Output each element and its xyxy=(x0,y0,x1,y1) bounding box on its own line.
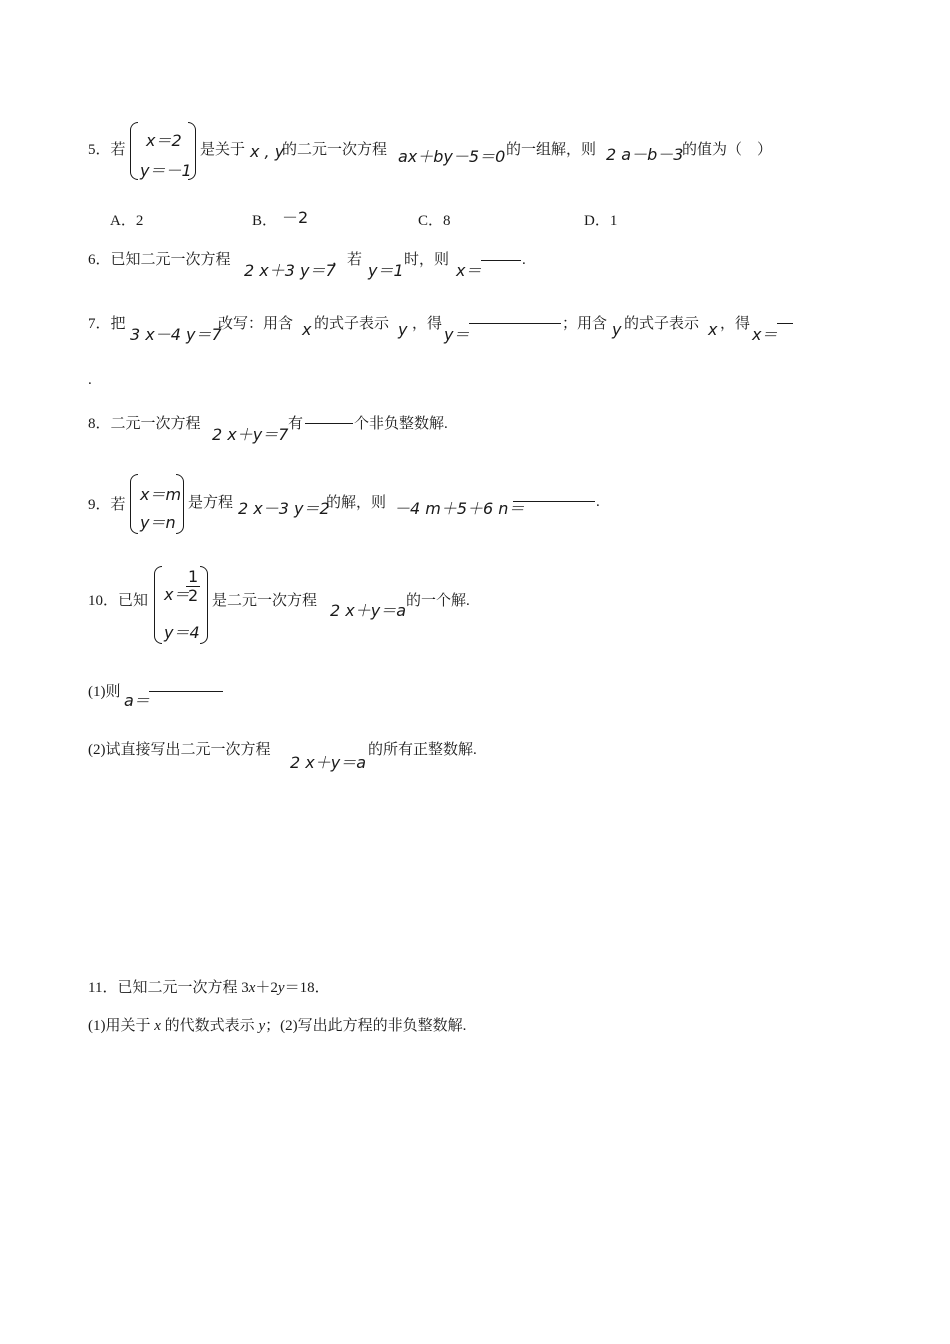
q5-text-2: 的二元一次方程 xyxy=(282,142,388,158)
q10-number: 10．已知 xyxy=(88,593,149,609)
q9-sys-x: x＝m xyxy=(140,485,182,504)
q9-left-brace xyxy=(130,474,138,534)
q7-var-x2: x xyxy=(708,320,718,339)
q7-text-3: ，得 xyxy=(412,316,443,332)
q6-period: . xyxy=(522,252,526,268)
q7-var-y2: y xyxy=(612,320,622,339)
q7-var-x: x xyxy=(302,320,312,339)
q5-text-3: 的一组解，则 xyxy=(506,142,597,158)
q10-right-brace xyxy=(200,566,208,644)
q11-line2-y: y xyxy=(258,1018,266,1034)
q9-equation: 2 x－3 y＝2 xyxy=(238,499,330,518)
q9-answer-blank[interactable] xyxy=(513,500,595,502)
q10-frac-den: 2 xyxy=(188,585,199,605)
q8-text-1: 有 xyxy=(288,416,304,432)
q7-text-6: ，得 xyxy=(720,316,751,332)
q10-part2: (2)试直接写出二元一次方程 xyxy=(88,742,271,758)
q9-right-brace xyxy=(176,474,184,534)
q7-answer-y-label: y＝ xyxy=(444,325,470,344)
q7-answer-x-blank[interactable] xyxy=(777,322,793,324)
q5-right-brace xyxy=(188,122,196,180)
q6-number: 6．已知二元一次方程 xyxy=(88,252,231,268)
q8-answer-blank[interactable] xyxy=(305,422,353,424)
q5-left-brace xyxy=(130,122,138,180)
q7-text-1: 改写：用含 xyxy=(218,316,294,332)
q11-line2-x: x xyxy=(154,1018,161,1034)
q7-var-y: y xyxy=(398,320,408,339)
q5-option-a[interactable]: A．2 xyxy=(110,213,144,229)
q7-text-2: 的式子表示 xyxy=(314,316,390,332)
q6-text-2: 时，则 xyxy=(404,252,450,268)
q6-text-1: ，若 xyxy=(332,252,363,268)
q11-line1-text-a: 11．已知二元一次方程 3 xyxy=(88,980,249,996)
q11-line1-text-b: ＋2 xyxy=(255,980,278,996)
q10-sys-x-lhs: x＝ xyxy=(164,585,190,604)
q9-text-1: 是方程 xyxy=(188,495,234,511)
q5-number: 5．若 xyxy=(88,142,126,158)
q11-line2-text-b: 的代数式表示 xyxy=(160,1018,259,1034)
q7-text-5: 的式子表示 xyxy=(624,316,700,332)
q5-tail: 的值为（ ） xyxy=(682,142,773,158)
q11-line-2 xyxy=(88,1014,466,1035)
q11-line-1 xyxy=(88,976,330,997)
q10-text-2: 的一个解. xyxy=(406,593,470,609)
q10-part1: (1)则 xyxy=(88,684,121,700)
q10-frac-num: 1 xyxy=(188,567,199,586)
q11-line1-x: x xyxy=(248,980,256,996)
q5-option-c[interactable]: C．8 xyxy=(418,213,451,229)
q9-period: . xyxy=(596,494,600,510)
q5-option-d[interactable]: D．1 xyxy=(584,213,618,229)
q8-text-2: 个非负整数解. xyxy=(354,416,448,432)
q10-left-brace xyxy=(154,566,162,644)
q10-part2-tail: 的所有正整数解. xyxy=(368,742,477,758)
q5-sys-y: y＝－1 xyxy=(140,161,192,180)
q5-option-b[interactable]: B． xyxy=(252,213,278,229)
q10-fraction xyxy=(186,568,200,604)
q6-answer-blank[interactable] xyxy=(481,259,521,261)
q6-ask: x＝ xyxy=(456,261,482,280)
q9-text-2: 的解，则 xyxy=(326,495,387,511)
q7-answer-x-label: x＝ xyxy=(752,325,778,344)
q7-equation: 3 x－4 y＝7 xyxy=(130,325,222,344)
q5-sys-x: x＝2 xyxy=(146,131,182,150)
q5-expression: 2 a－b－3 xyxy=(606,145,684,164)
q10-text-1: 是二元一次方程 xyxy=(212,593,318,609)
q9-expression: －4 m＋5＋6 n＝ xyxy=(394,499,525,518)
q6-equation: 2 x＋3 y＝7 xyxy=(244,261,336,280)
q7-number: 7．把 xyxy=(88,316,126,332)
q11-line1-y: y xyxy=(277,980,285,996)
q5-text-1: 是关于 xyxy=(200,142,246,158)
q7-period: . xyxy=(88,372,92,388)
q10-equation: 2 x＋y＝a xyxy=(330,601,407,620)
q10-part1-blank[interactable] xyxy=(149,690,223,692)
q10-sys-y: y＝4 xyxy=(164,623,200,642)
q7-text-4: ；用含 xyxy=(562,316,608,332)
q5-vars: x , y xyxy=(250,142,285,161)
q10-part2-equation: 2 x＋y＝a xyxy=(290,753,367,772)
q11-line2-text-c: ；(2)写出此方程的非负整数解. xyxy=(265,1018,467,1034)
q7-answer-y-blank[interactable] xyxy=(469,322,561,324)
q11-line1-text-c: ＝18． xyxy=(284,980,330,996)
q6-condition: y＝1 xyxy=(368,261,404,280)
q8-equation: 2 x＋y＝7 xyxy=(212,425,289,444)
q5-equation: ax＋by－5＝0 xyxy=(398,147,506,166)
q11-line2-text-a: (1)用关于 xyxy=(88,1018,155,1034)
q9-sys-y: y＝n xyxy=(140,513,176,532)
q9-number: 9．若 xyxy=(88,497,126,513)
q5-option-b-value: －2 xyxy=(282,208,309,227)
q10-part1-var: a＝ xyxy=(124,691,150,710)
q8-number: 8．二元一次方程 xyxy=(88,416,201,432)
